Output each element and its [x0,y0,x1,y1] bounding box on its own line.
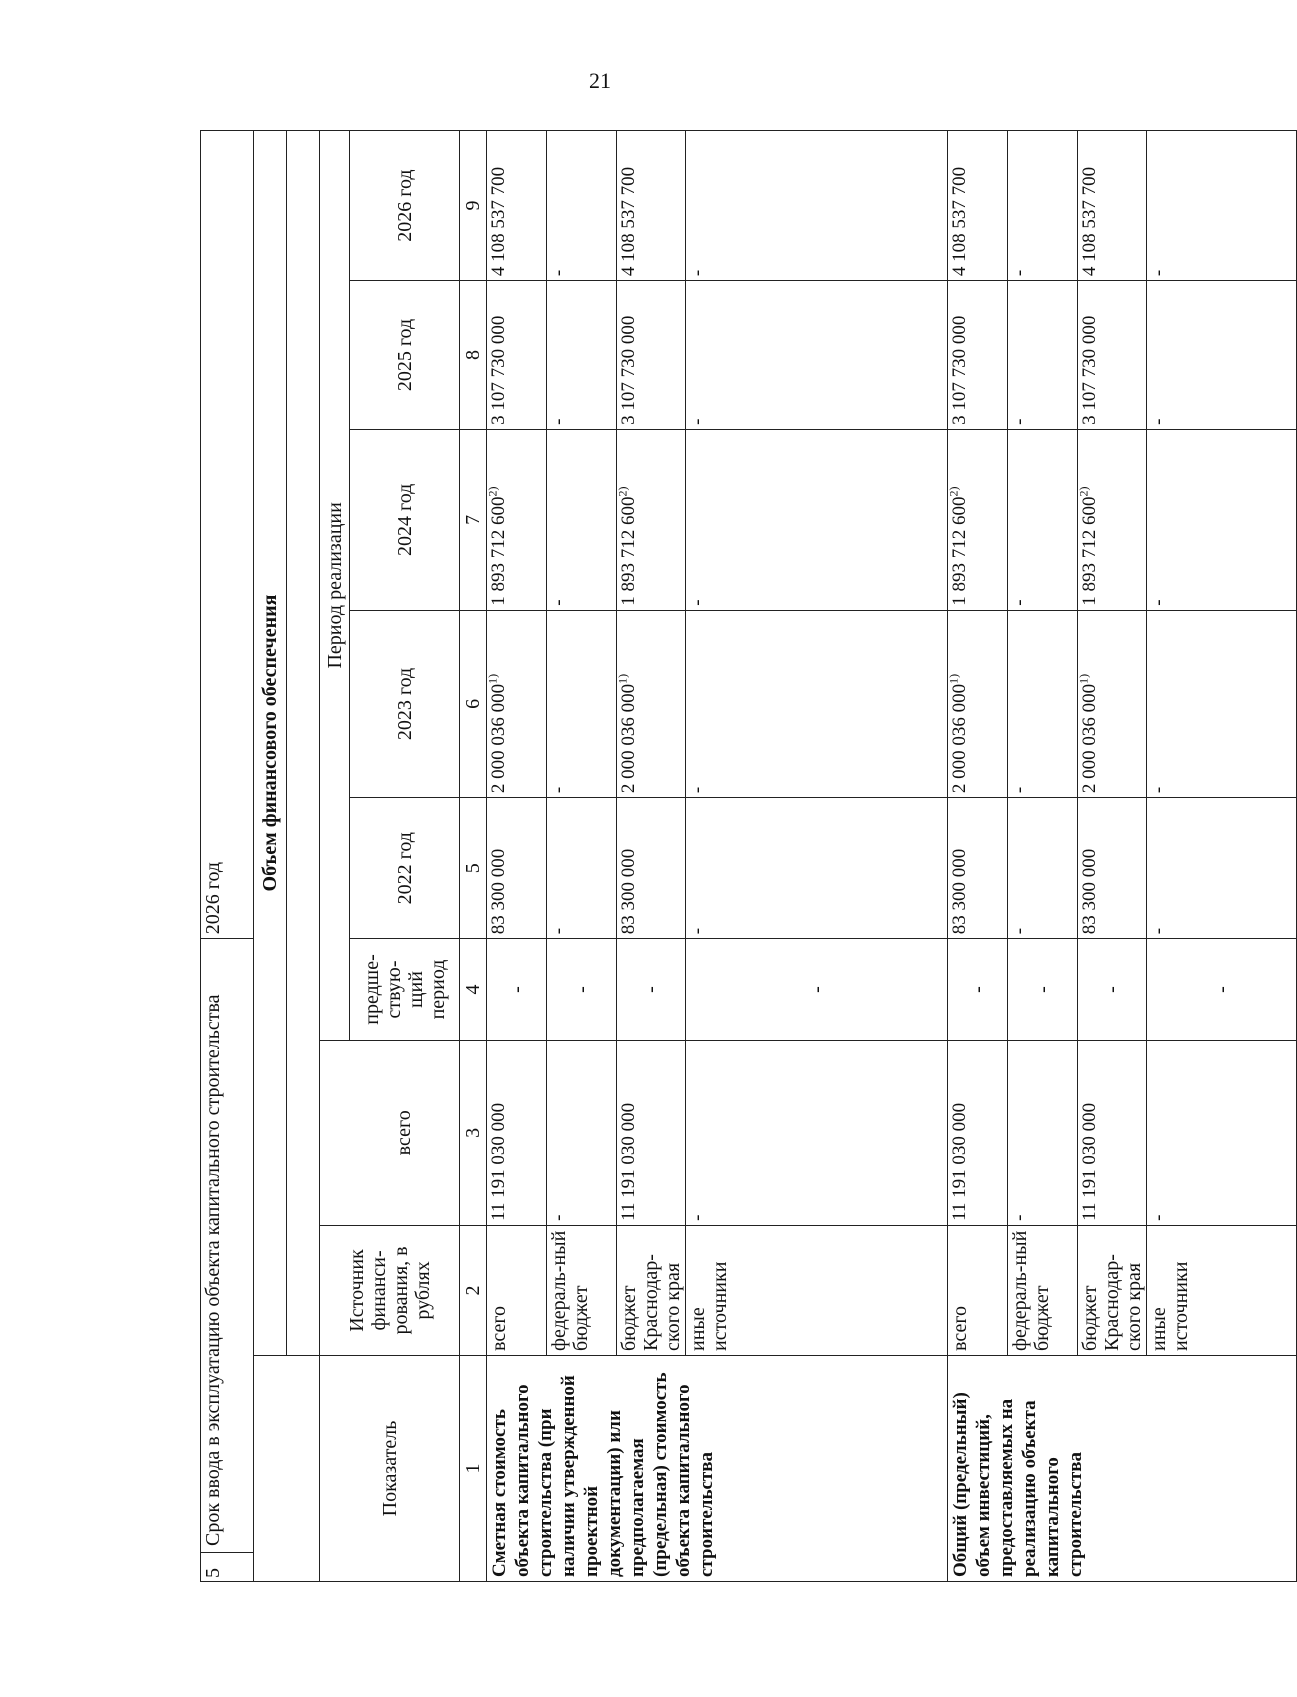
y2023-cell [1147,610,1297,797]
y2023-value: - [548,786,569,794]
y2023-cell [617,610,686,797]
y2024-value: - [687,599,708,606]
footnote-mark: 2) [946,486,961,497]
table-row [487,131,547,1582]
prior-cell: - [487,939,547,1040]
y2026-cell: 4 108 537 700 [487,131,547,281]
col-index: 3 [460,1040,487,1225]
source-cell: всего [948,1225,1008,1355]
deadline-row-number: 5 [201,1552,253,1581]
header-source: Источник финанси-рования, в рублях [320,1225,460,1355]
source-cell: всего [487,1225,547,1355]
header-2023: 2023 год [350,610,460,797]
col-index: 7 [460,429,487,610]
deadline-value: 2026 год [201,131,254,939]
y2023-value: 2 000 036 000 [618,683,639,794]
total-cell: 11 191 030 000 [948,1040,1008,1225]
total-cell: - [1008,1040,1078,1225]
source-cell: иные источники [686,1225,948,1355]
y2023-value: 2 000 036 000 [1079,683,1100,794]
header-total: всего [350,1040,460,1225]
y2025-cell: 3 107 730 000 [1078,281,1147,430]
footnote-mark: 1) [485,673,500,684]
y2024-value: - [548,599,569,606]
footnote-mark: 1) [615,673,630,684]
section-title-row [254,131,287,1582]
y2024-value: 1 893 712 600 [949,496,970,606]
footnote-mark: 1) [1076,673,1091,684]
y2023-cell [948,610,1008,797]
y2025-cell: 3 107 730 000 [487,281,547,430]
y2023-cell [686,610,948,797]
indicator-cell: Сметная стоимость объекта капитального строительства (при наличии утвержденной проектной документации) или предполагаемая (предельная) стоимость объекта капитального строительства [487,1356,948,1582]
prior-cell: - [1008,939,1078,1040]
column-index-row [460,131,487,1582]
deadline-label-cell [201,939,254,1582]
source-cell: федераль-ный бюджет [547,1225,617,1355]
header-2022: 2022 год [350,798,460,939]
header-2026: 2026 год [350,131,460,281]
y2024-value: 1 893 712 600 [1079,496,1100,606]
y2024-cell [686,429,948,610]
indicator-cell: Общий (предельный) объем инвестиций, предоставляемых на реализацию объекта капитального строительства [948,1356,1297,1582]
y2023-value: 2 000 036 000 [488,683,509,794]
y2022-cell: - [686,798,948,939]
y2025-cell: - [686,281,948,430]
y2025-cell: 3 107 730 000 [617,281,686,430]
y2025-cell: 3 107 730 000 [948,281,1008,430]
header-2025: 2025 год [350,281,460,430]
prior-cell: - [1147,939,1297,1040]
period-row [320,131,350,1582]
y2024-cell [948,429,1008,610]
footnote-mark: 2) [485,486,500,497]
header-indicator: Показатель [320,1356,460,1582]
y2026-cell: - [1147,131,1297,281]
y2024-cell [617,429,686,610]
total-cell: - [686,1040,948,1225]
prior-cell: - [948,939,1008,1040]
y2023-cell [1078,610,1147,797]
y2023-cell [487,610,547,797]
source-cell: иные источники [1147,1225,1297,1355]
y2022-cell: 83 300 000 [487,798,547,939]
y2025-cell: - [1008,281,1078,430]
prior-cell: - [617,939,686,1040]
col-index: 4 [460,939,487,1040]
y2025-cell: - [1147,281,1297,430]
footnote-mark: 2) [1076,486,1091,497]
period-title: Период реализации [320,131,350,1041]
financing-table [200,130,1297,1582]
source-cell: бюджет Краснодар-ского края [617,1225,686,1355]
y2026-cell: 4 108 537 700 [1078,131,1147,281]
prior-cell: - [686,939,948,1040]
y2023-cell [547,610,617,797]
y2024-cell [547,429,617,610]
header-2024: 2024 год [350,429,460,610]
y2023-value: 2 000 036 000 [949,683,970,794]
col-index: 1 [460,1356,487,1582]
col-index: 9 [460,131,487,281]
deadline-label: Срок ввода в эксплуатацию объекта капитального строительства [202,994,224,1546]
y2023-value: - [1009,786,1030,794]
y2024-cell [1078,429,1147,610]
footnote-mark: 2) [615,486,630,497]
y2022-cell: 83 300 000 [1078,798,1147,939]
y2022-cell: 83 300 000 [617,798,686,939]
page-number: 21 [589,68,611,93]
deadline-row [201,131,254,1582]
y2024-value: 1 893 712 600 [618,496,639,606]
y2024-value: - [1009,599,1030,606]
table-row [948,131,1008,1582]
y2023-cell [1008,610,1078,797]
y2022-cell: - [1008,798,1078,939]
y2024-cell [487,429,547,610]
y2026-cell: - [1008,131,1078,281]
section-spacer [254,1356,287,1582]
y2024-value: - [1148,599,1169,606]
total-cell: 11 191 030 000 [1078,1040,1147,1225]
source-cell: федераль-ный бюджет [1008,1225,1078,1355]
y2022-cell: - [547,798,617,939]
total-cell: - [1147,1040,1297,1225]
y2022-cell: - [1147,798,1297,939]
source-cell: бюджет Краснодар-ского края [1078,1225,1147,1355]
prior-cell: - [547,939,617,1040]
y2024-cell [1147,429,1297,610]
header-prior: предше-ствую-щий период [350,939,460,1040]
footnote-mark: 1) [946,673,961,684]
total-cell: 11 191 030 000 [487,1040,547,1225]
total-cell: 11 191 030 000 [617,1040,686,1225]
y2025-cell: - [547,281,617,430]
y2024-value: 1 893 712 600 [488,496,509,606]
col-index: 5 [460,798,487,939]
total-cell: - [547,1040,617,1225]
y2026-cell: 4 108 537 700 [617,131,686,281]
col-index: 6 [460,610,487,797]
y2026-cell: - [686,131,948,281]
y2023-value: - [1148,786,1169,794]
y2026-cell: - [547,131,617,281]
y2023-value: - [687,786,708,794]
prior-cell: - [1078,939,1147,1040]
col-index: 2 [460,1225,487,1355]
blank-header-row [287,131,320,1582]
section-title: Объем финансового обеспечения [254,131,287,1356]
y2026-cell: 4 108 537 700 [948,131,1008,281]
blank-header-band [287,131,320,1356]
rotated-landscape-table [200,130,1233,1582]
col-index: 8 [460,281,487,430]
y2024-cell [1008,429,1078,610]
y2022-cell: 83 300 000 [948,798,1008,939]
